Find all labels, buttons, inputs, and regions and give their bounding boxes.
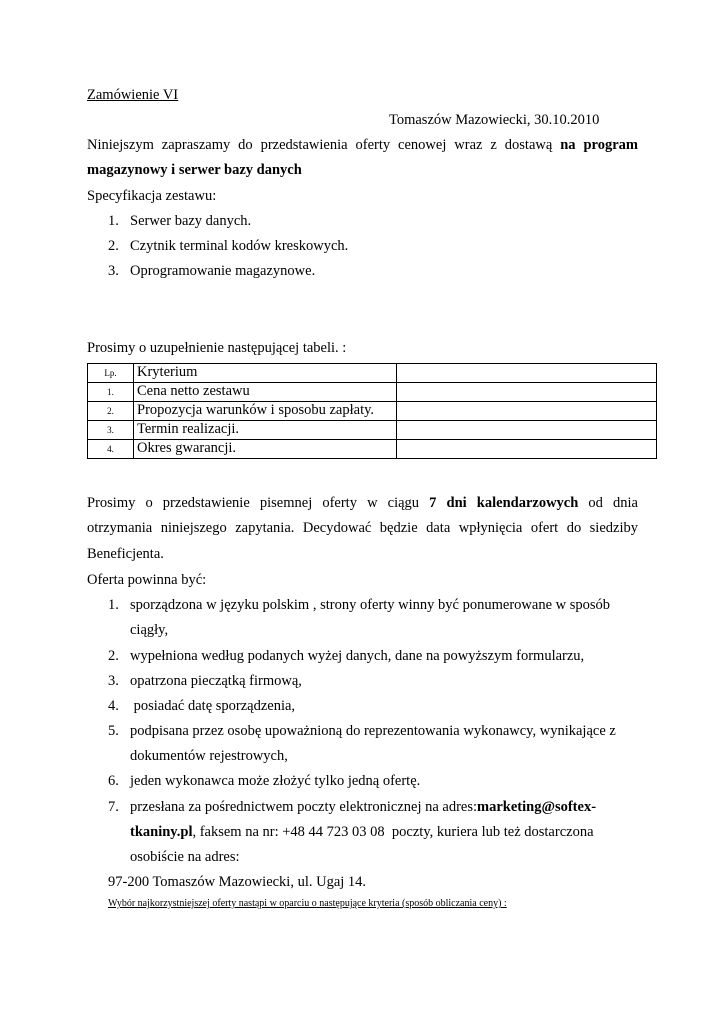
row-criterion: Okres gwarancji. xyxy=(134,440,397,459)
table-row xyxy=(88,402,657,421)
list-number: 2. xyxy=(108,238,119,254)
row-value-cell[interactable] xyxy=(397,440,657,459)
email-link-cont[interactable]: tkaniny.pl xyxy=(130,824,193,840)
list-item: Czytnik terminal kodów kreskowych. xyxy=(130,238,349,254)
list-item-cont: tkaniny.pl, faksem na nr: +48 44 723 03 08 poczty, kuriera lub też dostarczona xyxy=(130,824,594,840)
list-number: 3. xyxy=(108,673,119,689)
row-criterion: Propozycja warunków i sposobu zapłaty. xyxy=(134,402,397,421)
list-number: 1. xyxy=(108,213,119,229)
list-item: posiadać datę sporządzenia, xyxy=(130,698,296,714)
list-number: 5. xyxy=(108,723,119,739)
offer-heading: Oferta powinna być: xyxy=(87,572,207,588)
row-value-cell[interactable] xyxy=(397,402,657,421)
deadline-line-2: otrzymania niniejszego zapytania. Decydować będzie data wpłynięcia ofert do siedziby xyxy=(87,520,638,536)
address: 97-200 Tomaszów Mazowiecki, ul. Ugaj 14. xyxy=(108,874,367,890)
list-item: przesłana za pośrednictwem poczty elektronicznej na adres:marketing@softex- xyxy=(130,799,597,815)
table-row xyxy=(88,421,657,440)
list-number: 7. xyxy=(108,799,119,815)
email-link[interactable]: marketing@softex- xyxy=(477,799,597,815)
spec-heading: Specyfikacja zestawu: xyxy=(87,188,217,204)
row-value-cell[interactable] xyxy=(397,421,657,440)
criteria-table xyxy=(87,363,657,459)
list-number: 1. xyxy=(108,597,119,613)
footer-note: Wybór najkorzystniejszej oferty nastąpi w oparciu o następujące kryteria (sposób obliczania ceny) : xyxy=(108,898,507,909)
place-date: Tomaszów Mazowiecki, 30.10.2010 xyxy=(389,112,600,128)
list-item: wypełniona według podanych wyżej danych, dane na powyższym formularzu, xyxy=(130,648,585,664)
row-value-cell[interactable] xyxy=(397,383,657,402)
header-lp: Lp. xyxy=(88,364,134,383)
table-row xyxy=(88,383,657,402)
row-lp: 4. xyxy=(88,440,134,459)
list-item-cont: osobiście na adres: xyxy=(130,849,240,865)
list-number: 4. xyxy=(108,698,119,714)
list-item: podpisana przez osobę upoważnioną do reprezentowania wykonawcy, wynikające z xyxy=(130,723,616,739)
header-value xyxy=(397,364,657,383)
list-item: sporządzona w języku polskim , strony oferty winny być ponumerowane w sposób xyxy=(130,597,611,613)
list-item: opatrzona pieczątką firmową, xyxy=(130,673,302,689)
table-intro: Prosimy o uzupełnienie następującej tabeli. : xyxy=(87,340,347,356)
row-criterion: Cena netto zestawu xyxy=(134,383,397,402)
row-lp: 1. xyxy=(88,383,134,402)
list-item: Oprogramowanie magazynowe. xyxy=(130,263,316,279)
intro-line-2: magazynowy i serwer bazy danych xyxy=(87,162,302,178)
table-header-row xyxy=(88,364,657,383)
intro-line-1: Niniejszym zapraszamy do przedstawienia oferty cenowej wraz z dostawą na program xyxy=(87,137,638,153)
table-row xyxy=(88,440,657,459)
row-criterion: Termin realizacji. xyxy=(134,421,397,440)
list-number: 2. xyxy=(108,648,119,664)
list-item: Serwer bazy danych. xyxy=(130,213,252,229)
order-title: Zamówienie VI xyxy=(87,87,179,103)
list-item-cont: dokumentów rejestrowych, xyxy=(130,748,288,764)
list-number: 3. xyxy=(108,263,119,279)
list-number: 6. xyxy=(108,773,119,789)
list-item-cont: ciągły, xyxy=(130,622,169,638)
header-criterion: Kryterium xyxy=(134,364,397,383)
row-lp: 2. xyxy=(88,402,134,421)
list-item: jeden wykonawca może złożyć tylko jedną ofertę. xyxy=(130,773,421,789)
deadline-line-1: Prosimy o przedstawienie pisemnej oferty w ciągu 7 dni kalendarzowych od dnia xyxy=(87,495,638,511)
row-lp: 3. xyxy=(88,421,134,440)
deadline-line-3: Beneficjenta. xyxy=(87,546,164,562)
